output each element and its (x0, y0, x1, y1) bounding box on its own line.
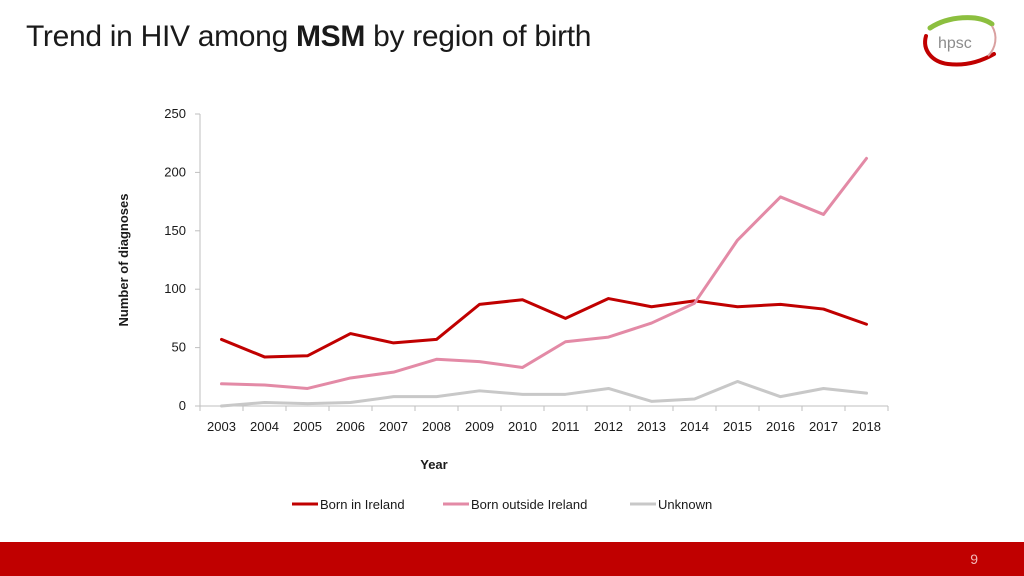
x-tick-label: 2004 (250, 419, 279, 434)
y-tick-label: 0 (178, 398, 186, 413)
x-tick-label: 2007 (379, 419, 408, 434)
x-tick-label: 2013 (637, 419, 666, 434)
x-axis-label: Year (420, 457, 448, 472)
x-tick-label: 2009 (465, 419, 494, 434)
y-axis-label: Number of diagnoses (116, 193, 131, 327)
title-text: Trend in HIV among (26, 20, 296, 53)
x-tick-label: 2005 (293, 419, 322, 434)
x-tick-label: 2003 (207, 419, 236, 434)
legend-label: Unknown (658, 497, 713, 512)
x-tick-label: 2008 (422, 419, 451, 434)
x-tick-label: 2015 (723, 419, 752, 434)
footer-bar (0, 542, 1024, 576)
y-axis (164, 106, 200, 413)
x-tick-label: 2012 (594, 419, 623, 434)
legend-label: Born in Ireland (320, 497, 405, 512)
series-lines (222, 158, 867, 406)
x-tick-label: 2016 (766, 419, 795, 434)
x-axis (200, 406, 888, 434)
legend (292, 497, 712, 512)
x-tick-label: 2010 (508, 419, 537, 434)
y-tick-label: 250 (164, 106, 186, 121)
y-tick-label: 150 (164, 222, 186, 238)
y-tick-label: 200 (164, 164, 186, 180)
logo-text: hpsc (938, 35, 972, 52)
x-tick-label: 2018 (852, 419, 881, 434)
x-tick-label: 2014 (680, 419, 709, 434)
x-tick-label: 2006 (336, 419, 365, 434)
x-tick-label: 2011 (551, 419, 580, 434)
series-line-born-in-ireland (222, 299, 867, 357)
page-number: 9 (970, 551, 978, 567)
series-line-born-outside-ireland (222, 158, 867, 388)
y-tick-label: 50 (171, 339, 186, 355)
x-tick-label: 2017 (809, 419, 838, 434)
title-emphasis: MSM (295, 20, 366, 53)
legend-label: Born outside Ireland (471, 497, 588, 512)
y-tick-label: 100 (164, 281, 186, 297)
title-text-end: by region of birth (365, 20, 592, 53)
